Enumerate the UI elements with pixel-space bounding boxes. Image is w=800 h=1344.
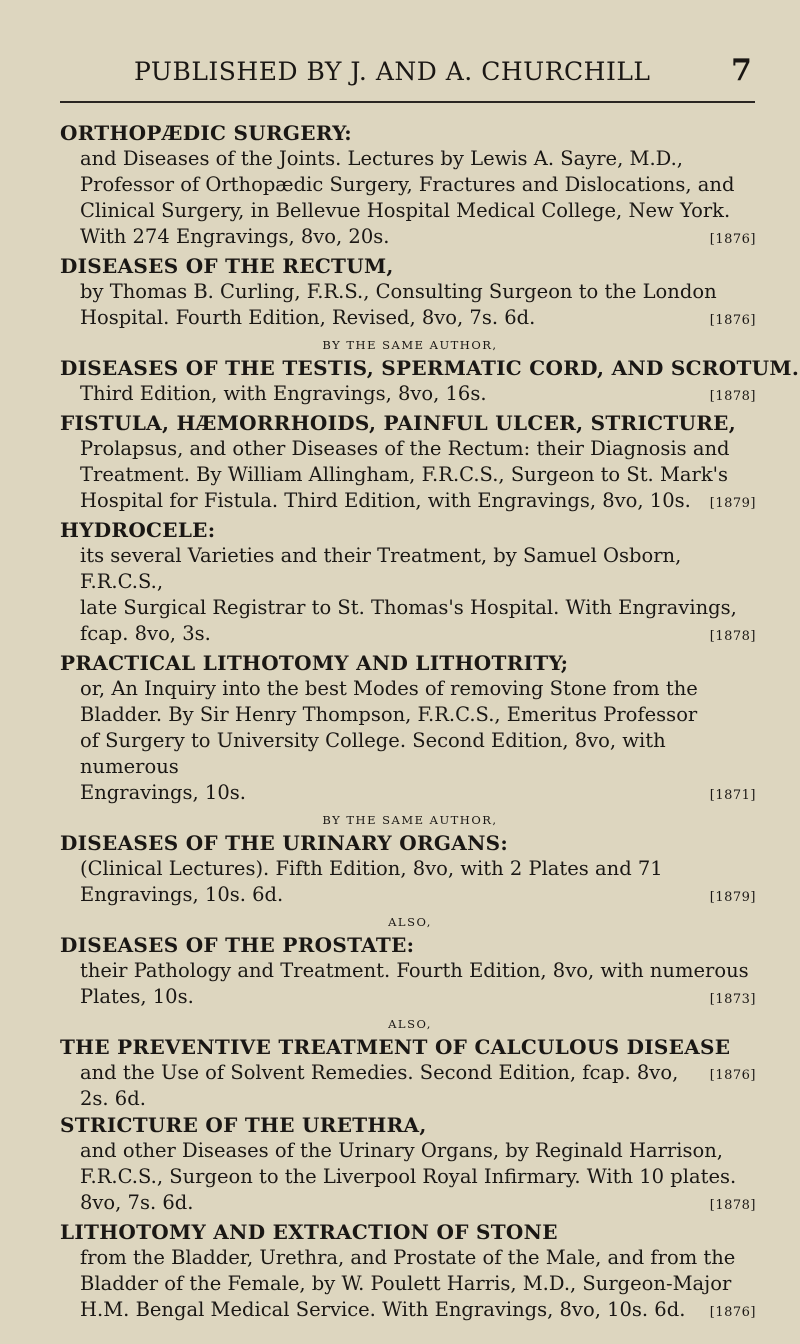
description-line: Bladder. By Sir Henry Thompson, F.R.C.S., Emeritus Professor	[80, 703, 698, 726]
entry-title: THE PREVENTIVE TREATMENT OF CALCULOUS DISEASE	[60, 1035, 731, 1059]
catalogue-entry	[60, 120, 760, 253]
description-line: and Diseases of the Joints. Lectures by Lewis A. Sayre, M.D.,	[80, 147, 683, 170]
entry-title: PRACTICAL LITHOTOMY AND LITHOTRITY;	[60, 651, 569, 675]
description-line	[80, 621, 760, 650]
description-line	[80, 1190, 760, 1219]
description-line	[80, 1060, 760, 1112]
entry-title: FISTULA, HÆMORRHOIDS, PAINFUL ULCER, STRICTURE,	[60, 411, 736, 435]
entry-description	[60, 676, 760, 809]
catalogue-entries	[60, 120, 800, 1326]
entry-description	[60, 856, 760, 911]
catalogue-entry	[60, 517, 760, 650]
entry-note: ALSO,	[388, 1017, 432, 1031]
catalogue-entry	[60, 830, 760, 932]
description-line	[80, 780, 760, 809]
catalogue-entry	[60, 650, 760, 830]
publication-year: [1878]	[709, 629, 756, 644]
entry-description	[60, 958, 760, 1013]
catalogue-entry	[60, 355, 800, 410]
catalogue-entry	[60, 253, 760, 355]
catalogue-entry	[60, 1219, 760, 1326]
entry-description	[60, 1245, 760, 1326]
publication-year: [1876]	[709, 1068, 756, 1083]
description-line	[80, 882, 760, 911]
entry-title: DISEASES OF THE TESTIS, SPERMATIC CORD, AND SCROTUM.	[60, 356, 800, 380]
description-line	[80, 1297, 760, 1326]
description-line	[80, 381, 760, 410]
description-line: or, An Inquiry into the best Modes of removing Stone from the	[80, 677, 698, 700]
entry-description	[60, 543, 760, 650]
publication-year: [1876]	[709, 313, 756, 328]
catalogue-entry	[60, 1034, 760, 1112]
entry-description	[60, 436, 760, 517]
description-line	[80, 224, 760, 253]
description-line	[80, 305, 760, 334]
description-text: Engravings, 10s. 6d.	[80, 883, 284, 906]
description-line: (Clinical Lectures). Fifth Edition, 8vo, with 2 Plates and 71	[80, 857, 663, 880]
description-text: Hospital. Fourth Edition, Revised, 8vo, 7s. 6d.	[80, 306, 536, 329]
description-text: fcap. 8vo, 3s.	[80, 622, 211, 645]
entry-title: DISEASES OF THE URINARY ORGANS:	[60, 831, 509, 855]
entry-title: HYDROCELE:	[60, 518, 216, 542]
description-line: and other Diseases of the Urinary Organs, by Reginald Harrison,	[80, 1139, 723, 1162]
description-line	[80, 984, 760, 1013]
description-line: Prolapsus, and other Diseases of the Rectum: their Diagnosis and	[80, 437, 730, 460]
entry-title: LITHOTOMY AND EXTRACTION OF STONE	[60, 1220, 558, 1244]
page-number: 7	[731, 53, 752, 88]
description-line: Professor of Orthopædic Surgery, Fractures and Dislocations, and	[80, 173, 735, 196]
description-line: Treatment. By William Allingham, F.R.C.S., Surgeon to St. Mark's	[80, 463, 729, 486]
entry-title: DISEASES OF THE PROSTATE:	[60, 933, 415, 957]
description-text: H.M. Bengal Medical Service. With Engravings, 8vo, 10s. 6d.	[80, 1298, 686, 1321]
entry-note: ALSO,	[388, 915, 432, 929]
description-line: Clinical Surgery, in Bellevue Hospital Medical College, New York.	[80, 199, 731, 222]
running-head: PUBLISHED BY J. AND A. CHURCHILL	[134, 57, 651, 86]
entry-description	[60, 146, 760, 253]
description-line: by Thomas B. Curling, F.R.S., Consulting Surgeon to the London	[80, 280, 717, 303]
publication-year: [1871]	[709, 788, 756, 803]
description-text: Third Edition, with Engravings, 8vo, 16s.	[80, 382, 487, 405]
description-line: of Surgery to University College. Second Edition, 8vo, with numerous	[80, 729, 666, 778]
entry-title: DISEASES OF THE RECTUM,	[60, 254, 394, 278]
publication-year: [1878]	[709, 389, 756, 404]
page-header	[0, 55, 800, 95]
description-text: 8vo, 7s. 6d.	[80, 1191, 194, 1214]
catalogue-entry	[60, 1112, 760, 1219]
description-text: Engravings, 10s.	[80, 781, 246, 804]
catalogue-entry	[60, 410, 760, 517]
entry-description	[60, 381, 760, 410]
catalogue-entry	[60, 932, 760, 1034]
publication-year: [1873]	[709, 992, 756, 1007]
description-line: from the Bladder, Urethra, and Prostate of the Male, and from the	[80, 1246, 736, 1269]
entry-title: ORTHOPÆDIC SURGERY:	[60, 121, 352, 145]
publication-year: [1879]	[709, 890, 756, 905]
publication-year: [1878]	[709, 1198, 756, 1213]
description-text: With 274 Engravings, 8vo, 20s.	[80, 225, 390, 248]
description-line: their Pathology and Treatment. Fourth Edition, 8vo, with numerous	[80, 959, 749, 982]
publication-year: [1876]	[709, 1305, 756, 1320]
publication-year: [1879]	[709, 496, 756, 511]
description-line: late Surgical Registrar to St. Thomas's Hospital. With Engravings,	[80, 596, 737, 619]
entry-note: BY THE SAME AUTHOR,	[322, 338, 498, 352]
entry-title: STRICTURE OF THE URETHRA,	[60, 1113, 427, 1137]
description-text: and the Use of Solvent Remedies. Second Edition, fcap. 8vo, 2s. 6d.	[80, 1061, 679, 1110]
description-text: Plates, 10s.	[80, 985, 194, 1008]
publication-year: [1876]	[709, 232, 756, 247]
description-line: its several Varieties and their Treatment, by Samuel Osborn, F.R.C.S.,	[80, 544, 682, 593]
header-rule	[60, 101, 755, 103]
description-line: F.R.C.S., Surgeon to the Liverpool Royal Infirmary. With 10 plates.	[80, 1165, 737, 1188]
entry-description	[60, 279, 760, 334]
description-line	[80, 488, 760, 517]
description-text: Hospital for Fistula. Third Edition, with Engravings, 8vo, 10s.	[80, 489, 691, 512]
entry-note: BY THE SAME AUTHOR,	[322, 813, 498, 827]
entry-description	[60, 1060, 760, 1112]
entry-description	[60, 1138, 760, 1219]
description-line: Bladder of the Female, by W. Poulett Harris, M.D., Surgeon-Major	[80, 1272, 732, 1295]
